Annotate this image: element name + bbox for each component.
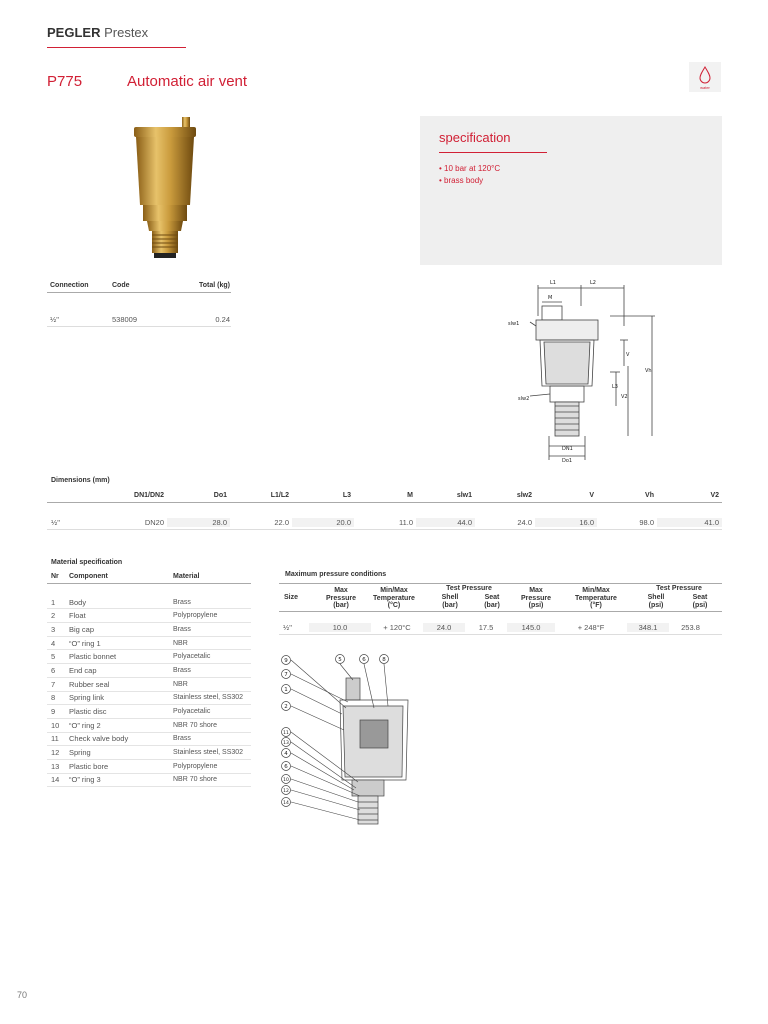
callout-left: 14: [283, 801, 289, 806]
mp-cell: 253.8: [681, 622, 700, 632]
mat-cell-component: Plastic disc: [69, 707, 107, 717]
dim-cell: 98.0: [639, 517, 654, 527]
table-row: [47, 733, 251, 747]
table-row: [47, 609, 251, 623]
cell-total: 0.24: [215, 314, 230, 324]
header-rule: [47, 47, 186, 48]
table-row: [47, 623, 251, 637]
dim-cell: DN20: [144, 517, 164, 527]
mat-cell-component: Float: [69, 611, 86, 621]
label-l3: L3: [612, 384, 618, 390]
dim-header: Vh: [645, 491, 654, 499]
material-spec-table: [47, 570, 251, 787]
spec-item: • brass body: [439, 176, 500, 185]
mp-h-size: Size: [283, 594, 298, 601]
label-do1: Do1: [562, 458, 573, 464]
mat-cell-nr: 13: [51, 761, 60, 771]
dim-header: slw2: [516, 491, 532, 499]
callout-left: 10: [283, 778, 289, 783]
dim-header: L1/L2: [270, 491, 289, 499]
mat-cell-component: Check valve body: [69, 734, 129, 744]
mat-cell-material: NBR 70 shore: [173, 776, 217, 784]
mat-cell-component: Spring: [69, 748, 91, 758]
callout-left: 11: [283, 731, 289, 736]
label-l2: L2: [590, 280, 596, 286]
product-title: Automatic air vent: [127, 73, 248, 90]
dim-cell: 41.0: [657, 518, 722, 527]
mat-cell-nr: 4: [51, 638, 56, 648]
mat-cell-nr: 6: [51, 665, 56, 675]
mp-cell: 24.0: [423, 623, 465, 632]
page-number: 70: [17, 990, 28, 1000]
dim-header: DN1/DN2: [134, 491, 164, 499]
mat-cell-component: Rubber seal: [69, 679, 110, 689]
mat-cell-material: Brass: [173, 735, 191, 743]
mat-cell-material: Stainless steel, SS302: [173, 694, 244, 702]
dim-cell: 11.0: [398, 517, 413, 527]
connection-table: [47, 278, 231, 327]
mp-cell: 10.0: [309, 623, 371, 632]
mp-h-max-psi: Max Pressure (psi): [521, 587, 551, 609]
table-row: [47, 515, 722, 530]
label-v: V: [626, 352, 630, 358]
callout-left: 9: [284, 658, 288, 664]
table-row: [47, 719, 251, 733]
cell-code: 538009: [112, 314, 138, 324]
mat-cell-component: “O” ring 1: [69, 638, 101, 648]
table-row: [47, 760, 251, 774]
brand-name: PEGLER: [47, 25, 101, 40]
product-line: Prestex: [104, 25, 149, 40]
mat-cell-nr: 2: [51, 611, 56, 621]
label-m: M: [548, 295, 553, 301]
col-header-connection: Connection: [50, 281, 89, 289]
mp-h-temp-c: Min/Max Temperature (°C): [373, 587, 415, 609]
mat-cell-material: NBR: [173, 639, 188, 647]
mat-cell-material: Polypropylene: [173, 762, 218, 770]
table-row: [47, 774, 251, 788]
dim-header: M: [407, 491, 413, 499]
table-row: [47, 746, 251, 760]
mat-cell-nr: 14: [51, 775, 60, 785]
dimensions-table: [47, 488, 722, 530]
table-row: [47, 637, 251, 651]
callout-top: 5: [338, 657, 342, 663]
mat-cell-nr: 8: [51, 693, 56, 703]
table-row: [47, 596, 251, 610]
col-header-total: Total (kg): [199, 281, 230, 289]
dim-cell: 20.0: [292, 518, 354, 527]
mat-cell-component: “O” ring 3: [69, 775, 101, 785]
cross-section-drawing: [278, 650, 418, 830]
col-header-code: Code: [112, 281, 130, 289]
dim-header: V: [589, 491, 594, 499]
mp-cell: 145.0: [507, 623, 555, 632]
dim-cell: 24.0: [517, 517, 532, 527]
mat-cell-material: Polyacetalic: [173, 653, 211, 661]
mp-cell: 348.1: [627, 623, 669, 632]
callout-left: 4: [284, 751, 288, 757]
label-v2: V2: [621, 394, 628, 400]
spec-item: • 10 bar at 120°C: [439, 164, 500, 173]
mat-header-material: Material: [173, 572, 200, 580]
callout-left: 12: [283, 789, 289, 794]
dim-header: slw1: [456, 491, 472, 499]
mat-cell-material: Stainless steel, SS302: [173, 749, 244, 757]
max-pressure-header: [279, 583, 722, 612]
water-icon-label: water: [700, 85, 710, 90]
table-row: [47, 678, 251, 692]
mat-cell-nr: 3: [51, 624, 56, 634]
callout-left: 6: [284, 764, 288, 770]
mp-h-seat-bar: Seat (bar): [484, 594, 500, 609]
max-pressure-table: [279, 583, 722, 635]
dim-header: L3: [342, 491, 351, 499]
dim-cell: 44.0: [416, 518, 475, 527]
label-dn1: DN1: [562, 446, 573, 452]
dim-cell: ½": [51, 517, 60, 527]
table-row: [47, 312, 231, 327]
dim-cell: 22.0: [274, 517, 289, 527]
callout-top: 8: [382, 657, 386, 663]
label-slw2: slw2: [518, 396, 530, 402]
table-row: [47, 664, 251, 678]
specification-panel: [420, 116, 722, 265]
table-row: [47, 650, 251, 664]
label-vh: Vh: [645, 368, 652, 374]
specification-list: [439, 164, 500, 188]
dim-header: Do1: [213, 491, 227, 499]
mp-h-shell-bar: Shell (bar): [441, 594, 459, 609]
mat-cell-material: Brass: [173, 625, 191, 633]
table-row: [279, 620, 722, 635]
mp-cell: + 120°C: [383, 622, 411, 632]
dim-cell: 16.0: [535, 518, 597, 527]
air-vent-photo: [125, 113, 205, 268]
mat-cell-nr: 11: [51, 734, 59, 744]
mp-h-shell-psi: Shell (psi): [647, 594, 665, 609]
callout-left: 13: [283, 741, 289, 746]
table-row: [47, 692, 251, 706]
mat-cell-component: Plastic bonnet: [69, 652, 117, 662]
dim-header: V2: [710, 491, 719, 499]
specification-title: specification: [439, 130, 511, 145]
mat-cell-material: Brass: [173, 666, 191, 674]
mat-cell-nr: 7: [51, 679, 56, 689]
mp-cell: 17.5: [478, 622, 494, 632]
mp-cell: ½": [283, 622, 292, 632]
mat-cell-component: End cap: [69, 665, 97, 675]
mat-header-component: Component: [69, 572, 108, 580]
mat-cell-component: Body: [69, 597, 87, 607]
water-drop-icon: [689, 62, 721, 92]
callout-left: 1: [284, 687, 288, 693]
label-slw1: slw1: [508, 321, 520, 327]
specification-rule: [439, 152, 547, 153]
mp-h-test-psi: Test Pressure: [656, 585, 702, 592]
mat-cell-nr: 12: [51, 748, 60, 758]
dimension-drawing: [500, 276, 670, 466]
callout-left: 2: [284, 704, 288, 710]
material-spec-title: Material specification: [51, 559, 123, 566]
mat-cell-material: Polyacetalic: [173, 708, 211, 716]
mat-cell-component: “O” ring 2: [69, 720, 101, 730]
mp-h-max-bar: Max Pressure (bar): [326, 587, 356, 609]
table-spacer: [47, 584, 251, 596]
mat-cell-material: NBR: [173, 680, 188, 688]
product-code: P775: [47, 73, 83, 90]
callout-left: 7: [284, 672, 288, 678]
dimensions-title: Dimensions (mm): [51, 477, 110, 484]
mat-cell-material: NBR 70 shore: [173, 721, 217, 729]
mp-h-seat-psi: Seat (psi): [692, 594, 708, 609]
mat-cell-component: Spring link: [69, 693, 105, 703]
mat-cell-material: Polypropylene: [173, 612, 218, 620]
mat-cell-nr: 10: [51, 720, 60, 730]
label-l1: L1: [550, 280, 556, 286]
callout-top: 6: [362, 657, 366, 663]
mat-cell-component: Big cap: [69, 624, 95, 634]
mat-cell-nr: 5: [51, 652, 56, 662]
mat-cell-component: Plastic bore: [69, 761, 109, 771]
max-pressure-title: Maximum pressure conditions: [285, 571, 387, 578]
mp-h-temp-f: Min/Max Temperature (°F): [575, 587, 617, 609]
cell-connection: ½": [50, 314, 59, 324]
mat-cell-nr: 1: [51, 597, 56, 607]
brand-header: [47, 25, 148, 40]
table-row: [47, 705, 251, 719]
dim-cell: 28.0: [167, 518, 230, 527]
mat-cell-nr: 9: [51, 707, 56, 717]
mp-cell: + 248°F: [577, 622, 605, 632]
mat-cell-material: Brass: [173, 598, 191, 606]
mat-header-nr: Nr: [51, 572, 59, 580]
mp-h-test-bar: Test Pressure: [446, 585, 492, 592]
